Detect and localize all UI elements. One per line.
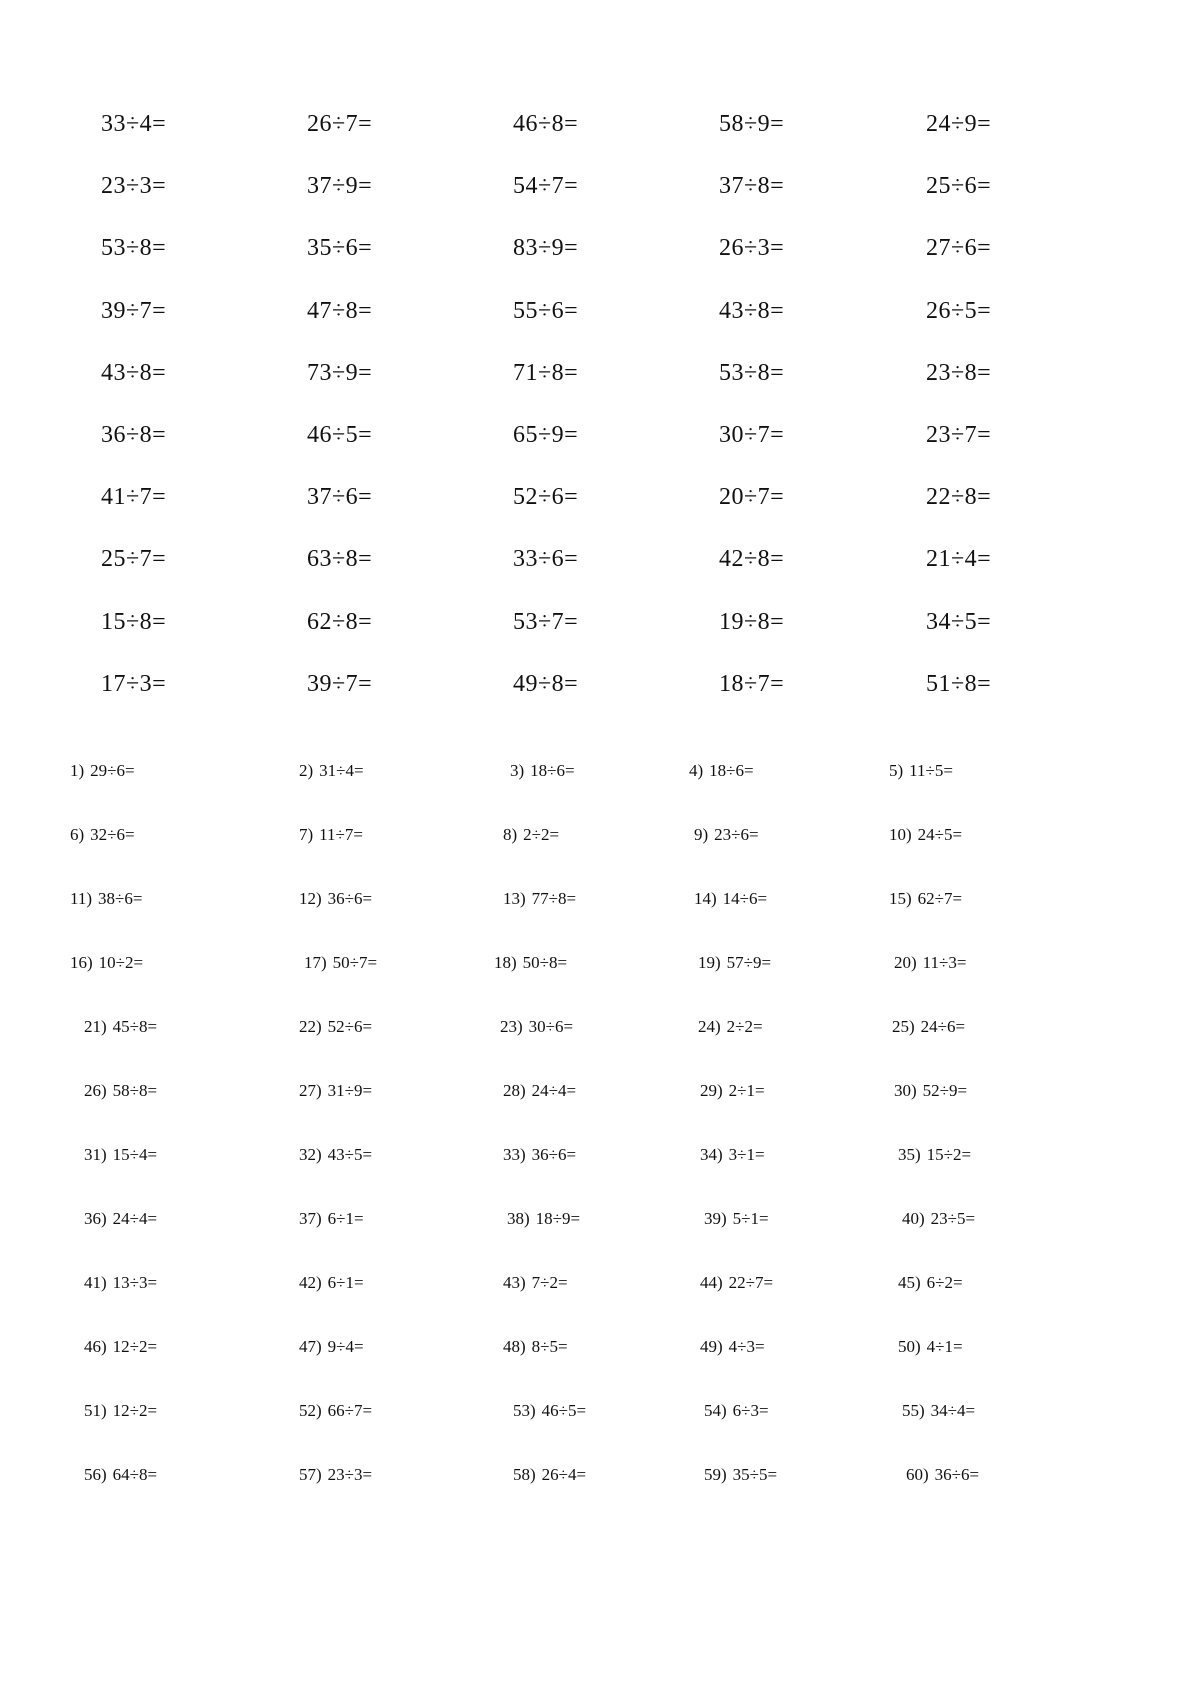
problem-expression: 3÷1=	[728, 1145, 765, 1164]
problem-expression: 6÷1=	[327, 1209, 364, 1228]
problem-number: 59)	[704, 1465, 727, 1484]
problem-expression: 30÷6=	[528, 1017, 574, 1036]
numbered-problem	[894, 952, 966, 974]
division-problem: 24÷9=	[926, 111, 992, 137]
problem-expression: 50÷7=	[332, 953, 378, 972]
problem-expression: 22÷7=	[728, 1273, 774, 1292]
problem-expression: 2÷1=	[728, 1081, 765, 1100]
division-problem: 35÷6=	[307, 235, 373, 262]
problem-expression: 7÷2=	[531, 1273, 568, 1292]
division-problem: 26÷7=	[307, 111, 373, 137]
problem-expression: 46÷5=	[541, 1401, 587, 1420]
numbered-problem	[507, 1208, 580, 1230]
problem-expression: 32÷6=	[90, 825, 135, 844]
problem-number: 19)	[698, 953, 721, 972]
division-problem: 18÷7=	[719, 670, 785, 697]
problem-expression: 4÷1=	[926, 1337, 963, 1356]
numbered-problem	[694, 888, 767, 910]
division-problem: 37÷9=	[307, 173, 373, 200]
numbered-problem	[299, 1144, 372, 1166]
problem-expression: 29÷6=	[90, 761, 135, 780]
problem-expression: 38÷6=	[98, 889, 143, 908]
numbered-problem	[892, 1016, 965, 1038]
problem-number: 12)	[299, 889, 322, 908]
problem-expression: 50÷8=	[522, 953, 568, 972]
problem-expression: 18÷6=	[530, 761, 575, 780]
problem-number: 16)	[70, 953, 93, 972]
numbered-problem	[299, 1272, 364, 1294]
problem-number: 3)	[510, 761, 525, 780]
problem-expression: 36÷6=	[934, 1465, 980, 1484]
numbered-problem	[898, 1272, 963, 1294]
numbered-problem	[698, 1016, 763, 1038]
division-problem: 43÷8=	[101, 359, 167, 386]
problem-expression: 6÷1=	[327, 1273, 364, 1292]
numbered-problem	[70, 952, 143, 974]
division-problem: 73÷9=	[307, 359, 373, 386]
problem-number: 5)	[889, 761, 904, 780]
numbered-problem	[84, 1336, 157, 1358]
problem-expression: 23÷5=	[930, 1209, 976, 1228]
problem-expression: 8÷5=	[531, 1337, 568, 1356]
division-problem: 43÷8=	[719, 297, 785, 324]
problem-number: 35)	[898, 1145, 921, 1164]
numbered-problem	[84, 1208, 157, 1230]
problem-expression: 57÷9=	[726, 953, 772, 972]
division-problem: 34÷5=	[926, 608, 992, 635]
problem-expression: 24÷4=	[531, 1081, 577, 1100]
numbered-problem	[694, 824, 759, 846]
numbered-problem	[906, 1464, 979, 1486]
problem-number: 46)	[84, 1337, 107, 1356]
problem-expression: 52÷6=	[327, 1017, 373, 1036]
division-problem: 41÷7=	[101, 484, 167, 511]
problem-expression: 34÷4=	[930, 1401, 976, 1420]
numbered-problem	[70, 888, 142, 910]
division-problem: 83÷9=	[513, 235, 579, 262]
problem-number: 54)	[704, 1401, 727, 1420]
problem-expression: 11÷7=	[319, 825, 363, 844]
problem-number: 14)	[694, 889, 717, 908]
problem-expression: 31÷4=	[319, 761, 364, 780]
problem-number: 13)	[503, 889, 526, 908]
division-problem: 39÷7=	[307, 670, 373, 697]
numbered-problem	[503, 1336, 568, 1358]
problem-expression: 24÷6=	[920, 1017, 966, 1036]
problem-number: 28)	[503, 1081, 526, 1100]
division-problem: 20÷7=	[719, 484, 785, 511]
problem-number: 21)	[84, 1017, 107, 1036]
division-problem: 55÷6=	[513, 297, 579, 324]
numbered-problem	[700, 1336, 765, 1358]
numbered-problem	[299, 1016, 372, 1038]
problem-number: 58)	[513, 1465, 536, 1484]
problem-expression: 66÷7=	[327, 1401, 373, 1420]
numbered-problem	[500, 1016, 573, 1038]
division-problem: 26÷3=	[719, 235, 785, 262]
numbered-problem	[84, 1400, 157, 1422]
problem-number: 31)	[84, 1145, 107, 1164]
problem-number: 25)	[892, 1017, 915, 1036]
problem-expression: 6÷3=	[732, 1401, 769, 1420]
numbered-problem	[503, 1144, 576, 1166]
division-problem: 19÷8=	[719, 608, 785, 635]
problem-expression: 24÷4=	[112, 1209, 158, 1228]
problem-number: 32)	[299, 1145, 322, 1164]
numbered-problem	[902, 1400, 975, 1422]
problem-number: 39)	[704, 1209, 727, 1228]
division-problem: 49÷8=	[513, 670, 579, 697]
numbered-problem	[503, 1272, 568, 1294]
problem-expression: 2÷2=	[726, 1017, 763, 1036]
division-problem: 71÷8=	[513, 359, 579, 386]
problem-number: 17)	[304, 953, 327, 972]
numbered-problem	[299, 888, 372, 910]
problem-expression: 11÷5=	[909, 761, 953, 780]
problem-expression: 23÷6=	[714, 825, 759, 844]
problem-number: 56)	[84, 1465, 107, 1484]
problem-expression: 36÷6=	[531, 1145, 577, 1164]
problem-number: 47)	[299, 1337, 322, 1356]
problem-expression: 43÷5=	[327, 1145, 373, 1164]
division-problem: 46÷5=	[307, 422, 373, 448]
problem-number: 20)	[894, 953, 917, 972]
numbered-problem	[704, 1208, 769, 1230]
problem-number: 52)	[299, 1401, 322, 1420]
problem-number: 36)	[84, 1209, 107, 1228]
problem-number: 24)	[698, 1017, 721, 1036]
numbered-problem	[889, 824, 962, 846]
division-problem: 37÷6=	[307, 484, 373, 511]
problem-expression: 45÷8=	[112, 1017, 158, 1036]
division-problem: 27÷6=	[926, 235, 992, 262]
problem-expression: 77÷8=	[531, 889, 577, 908]
division-problem: 39÷7=	[101, 297, 167, 324]
numbered-problem	[894, 1080, 967, 1102]
problem-number: 29)	[700, 1081, 723, 1100]
problem-expression: 5÷1=	[732, 1209, 769, 1228]
problem-expression: 36÷6=	[327, 889, 373, 908]
problem-number: 4)	[689, 761, 704, 780]
problem-number: 10)	[889, 825, 912, 844]
numbered-problem	[503, 888, 576, 910]
problem-number: 55)	[902, 1401, 925, 1420]
numbered-problem	[299, 1464, 372, 1486]
numbered-problem	[299, 1336, 364, 1358]
problem-number: 11)	[70, 889, 93, 908]
problem-number: 9)	[694, 825, 709, 844]
problem-expression: 23÷3=	[327, 1465, 373, 1484]
problem-number: 43)	[503, 1273, 526, 1292]
division-problem: 25÷7=	[101, 546, 167, 573]
division-problem: 42÷8=	[719, 546, 785, 573]
division-problem: 17÷3=	[101, 670, 167, 697]
numbered-problem	[494, 952, 567, 974]
problem-number: 30)	[894, 1081, 917, 1100]
numbered-problem	[84, 1080, 157, 1102]
division-problem: 54÷7=	[513, 173, 579, 200]
division-problem: 23÷3=	[101, 173, 167, 200]
division-problem: 53÷7=	[513, 608, 579, 635]
problem-number: 1)	[70, 761, 85, 780]
problem-number: 49)	[700, 1337, 723, 1356]
problem-expression: 58÷8=	[112, 1081, 158, 1100]
division-problem: 36÷8=	[101, 422, 167, 448]
numbered-problem	[898, 1144, 971, 1166]
division-problem: 47÷8=	[307, 297, 373, 324]
problem-number: 60)	[906, 1465, 929, 1484]
division-problem: 63÷8=	[307, 546, 373, 573]
problem-number: 2)	[299, 761, 314, 780]
numbered-problem	[299, 760, 364, 782]
numbered-problem	[898, 1336, 963, 1358]
numbered-problem	[700, 1080, 765, 1102]
numbered-problem	[84, 1464, 157, 1486]
problem-expression: 12÷2=	[112, 1337, 158, 1356]
problem-expression: 31÷9=	[327, 1081, 373, 1100]
problem-number: 15)	[889, 889, 912, 908]
numbered-problem	[84, 1144, 157, 1166]
problem-expression: 14÷6=	[722, 889, 768, 908]
problem-expression: 6÷2=	[926, 1273, 963, 1292]
problem-number: 22)	[299, 1017, 322, 1036]
problem-number: 41)	[84, 1273, 107, 1292]
problem-number: 40)	[902, 1209, 925, 1228]
numbered-problem	[70, 760, 135, 782]
division-problem: 22÷8=	[926, 484, 992, 511]
problem-number: 45)	[898, 1273, 921, 1292]
problem-number: 42)	[299, 1273, 322, 1292]
problem-expression: 18÷9=	[535, 1209, 581, 1228]
division-problem: 65÷9=	[513, 422, 579, 448]
problem-number: 33)	[503, 1145, 526, 1164]
problem-number: 38)	[507, 1209, 530, 1228]
problem-number: 6)	[70, 825, 85, 844]
division-problem: 52÷6=	[513, 484, 579, 511]
problem-expression: 11÷3=	[922, 953, 967, 972]
division-problem: 53÷8=	[719, 359, 785, 386]
numbered-problem	[689, 760, 754, 782]
numbered-problem	[889, 760, 953, 782]
problem-expression: 24÷5=	[917, 825, 963, 844]
numbered-problem	[513, 1464, 586, 1486]
problem-expression: 62÷7=	[917, 889, 963, 908]
problem-number: 37)	[299, 1209, 322, 1228]
division-problem: 26÷5=	[926, 297, 992, 324]
numbered-problem	[510, 760, 575, 782]
problem-number: 27)	[299, 1081, 322, 1100]
problem-expression: 10÷2=	[98, 953, 144, 972]
division-problem: 62÷8=	[307, 608, 373, 635]
division-problem: 37÷8=	[719, 173, 785, 200]
division-problem: 58÷9=	[719, 111, 785, 137]
numbered-problem	[704, 1464, 777, 1486]
problem-expression: 13÷3=	[112, 1273, 158, 1292]
numbered-problem	[503, 1080, 576, 1102]
numbered-problem	[304, 952, 377, 974]
numbered-problem	[299, 1400, 372, 1422]
problem-number: 8)	[503, 825, 518, 844]
division-problem: 25÷6=	[926, 173, 992, 200]
problem-expression: 4÷3=	[728, 1337, 765, 1356]
numbered-problem	[299, 1080, 372, 1102]
division-problem: 53÷8=	[101, 235, 167, 262]
problem-number: 18)	[494, 953, 517, 972]
problem-number: 53)	[513, 1401, 536, 1420]
division-problem: 51÷8=	[926, 670, 992, 697]
problem-expression: 12÷2=	[112, 1401, 158, 1420]
problem-number: 34)	[700, 1145, 723, 1164]
problem-expression: 18÷6=	[709, 761, 754, 780]
numbered-problem	[704, 1400, 769, 1422]
division-problem: 33÷4=	[101, 111, 167, 137]
numbered-problem	[700, 1144, 765, 1166]
problem-expression: 15÷2=	[926, 1145, 972, 1164]
numbered-problem	[84, 1016, 157, 1038]
division-problem: 15÷8=	[101, 608, 167, 635]
numbered-problem	[84, 1272, 157, 1294]
problem-number: 26)	[84, 1081, 107, 1100]
problem-expression: 52÷9=	[922, 1081, 968, 1100]
numbered-problem	[70, 824, 135, 846]
problem-number: 48)	[503, 1337, 526, 1356]
division-problem: 30÷7=	[719, 422, 785, 448]
problem-expression: 9÷4=	[327, 1337, 364, 1356]
division-problem: 23÷8=	[926, 359, 992, 386]
problem-number: 50)	[898, 1337, 921, 1356]
numbered-problem	[700, 1272, 773, 1294]
division-problem: 21÷4=	[926, 546, 992, 573]
numbered-problem	[889, 888, 962, 910]
numbered-problem	[299, 824, 363, 846]
numbered-problem	[299, 1208, 364, 1230]
division-problem: 23÷7=	[926, 422, 992, 448]
problem-number: 57)	[299, 1465, 322, 1484]
problem-number: 51)	[84, 1401, 107, 1420]
division-problem: 33÷6=	[513, 546, 579, 573]
problem-number: 7)	[299, 825, 314, 844]
problem-number: 23)	[500, 1017, 523, 1036]
numbered-problem	[902, 1208, 975, 1230]
problem-expression: 2÷2=	[523, 825, 560, 844]
problem-expression: 35÷5=	[732, 1465, 778, 1484]
problem-number: 44)	[700, 1273, 723, 1292]
problem-expression: 64÷8=	[112, 1465, 158, 1484]
problem-expression: 15÷4=	[112, 1145, 158, 1164]
numbered-problem	[503, 824, 559, 846]
division-problem: 46÷8=	[513, 111, 579, 137]
numbered-problem	[513, 1400, 586, 1422]
numbered-problem	[698, 952, 771, 974]
problem-expression: 26÷4=	[541, 1465, 587, 1484]
